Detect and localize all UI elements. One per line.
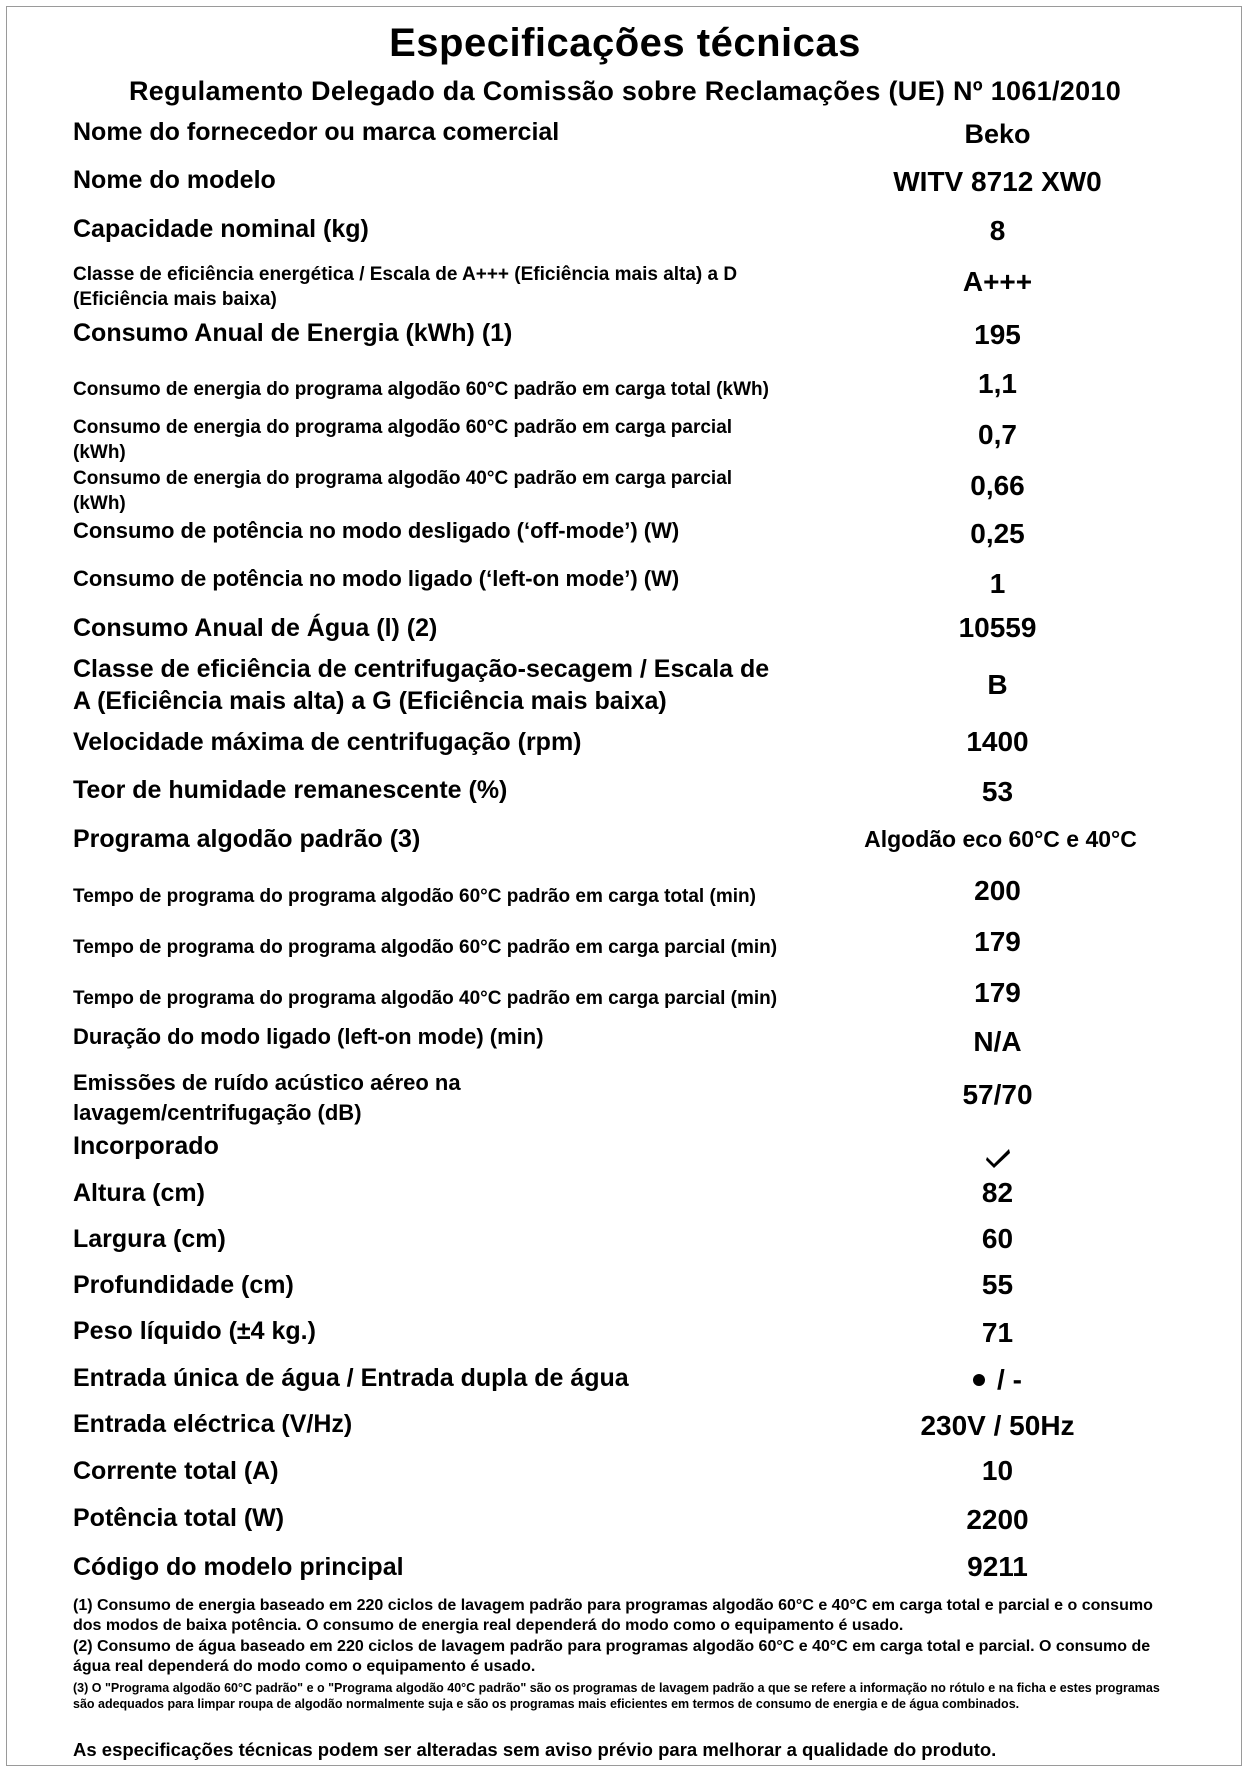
spec-row-energy-class (0, 262, 1250, 312)
spec-value: 179 (974, 926, 1021, 957)
spec-value: 0,25 (970, 518, 1025, 549)
spec-value: 2200 (966, 1504, 1029, 1535)
spec-value: 10 (981, 1455, 1014, 1486)
spec-value: N/A (973, 1026, 1022, 1057)
spec-value: 230V / 50Hz (920, 1410, 1075, 1441)
spec-row-depth (0, 1267, 1250, 1303)
disclaimer: As especificações técnicas podem ser alteradas sem aviso prévio para melhorar a qualidade do produto. (73, 1739, 997, 1760)
spec-value: Beko (964, 118, 1031, 149)
spec-row-model (0, 162, 1250, 198)
spec-label: Nome do fornecedor ou marca comercial (73, 118, 560, 146)
spec-label: Tempo de programa do programa algodão 60°C padrão em carga total (min) (73, 885, 756, 907)
spec-value: 1400 (966, 726, 1029, 757)
spec-value: 8 (989, 215, 1006, 246)
spec-row-off-mode (0, 518, 1250, 554)
spec-row-spin-class (0, 652, 1250, 718)
spec-row-left-on-duration (0, 1024, 1250, 1060)
check-icon (985, 1145, 1011, 1169)
spec-value: A+++ (962, 266, 1033, 297)
spec-label: Entrada eléctrica (V/Hz) (73, 1410, 353, 1438)
page-title: Especificações técnicas (389, 21, 861, 65)
spec-label: Consumo de energia do programa algodão 60°C padrão em carga parcial (kWh) (73, 417, 733, 463)
spec-row-max-spin (0, 724, 1250, 760)
spec-value: 82 (981, 1177, 1014, 1208)
spec-row-left-on-mode (0, 566, 1250, 602)
spec-value: Algodão eco 60°C e 40°C (864, 825, 1137, 852)
footnote-1: (1) Consumo de energia baseado em 220 ciclos de lavagem padrão para programas algodão 60°C e 40°C em carga total e parcial e o consumo dos modos de baixa potência. O consumo de energia real dependerá do modo como o equipamento é usado. (73, 1597, 1153, 1634)
spec-row-supplier (0, 114, 1250, 150)
spec-value: 10559 (958, 612, 1037, 643)
spec-value: 57/70 (962, 1079, 1033, 1110)
spec-row-annual-water (0, 610, 1250, 646)
spec-row-noise (0, 1070, 1250, 1126)
spec-row-height (0, 1175, 1250, 1211)
spec-label: Programa algodão padrão (3) (73, 825, 421, 853)
spec-label: Consumo Anual de Água (l) (2) (73, 614, 438, 642)
spec-label: Nome do modelo (73, 166, 276, 194)
spec-value: 60 (981, 1223, 1014, 1254)
spec-row-energy-40-partial (0, 466, 1250, 516)
spec-value: 1 (989, 568, 1006, 599)
spec-label: Altura (cm) (73, 1179, 205, 1207)
footnote-2: (2) Consumo de água baseado em 220 ciclos de lavagem padrão para programas algodão 60°C e 40°C em carga total e parcial. O consumo de água real dependerá do modo como o equipamento é usado. (73, 1638, 1151, 1675)
spec-value: B (987, 669, 1008, 700)
footnote-3: (3) O "Programa algodão 60°C padrão" e o "Programa algodão 40°C padrão" são os programas de lavagem padrão a que se refere a informação no rótulo e na ficha e estes programas são adequados para limpar roupa de algodão normalmente suja e são os programas mais eficientes em termos de consumo de energia e de água combinados. (73, 1681, 1160, 1711)
spec-label: Código do modelo principal (73, 1553, 404, 1581)
spec-value-inlet (830, 1362, 1165, 1398)
spec-label: Consumo de potência no modo desligado (‘off-mode’) (W) (73, 518, 680, 543)
spec-label: Capacidade nominal (kg) (73, 215, 369, 243)
spec-label: Largura (cm) (73, 1225, 226, 1253)
spec-row-electric-input (0, 1406, 1250, 1442)
spec-label: Potência total (W) (73, 1504, 285, 1532)
spec-value: WITV 8712 XW0 (893, 166, 1102, 197)
spec-value: 195 (974, 319, 1021, 350)
spec-label: Teor de humidade remanescente (%) (73, 776, 508, 804)
spec-row-built-in (0, 1128, 1250, 1170)
spec-label: Profundidade (cm) (73, 1271, 294, 1299)
spec-row-moisture (0, 772, 1250, 808)
spec-row-time-60-full (0, 871, 1250, 921)
bullet-dot-icon (973, 1374, 985, 1386)
spec-value: 1,1 (978, 368, 1017, 399)
spec-value: 53 (981, 776, 1014, 807)
spec-row-main-model-code (0, 1549, 1250, 1585)
spec-label: Consumo de potência no modo ligado (‘left-on mode’) (W) (73, 566, 680, 591)
spec-row-annual-energy (0, 315, 1250, 351)
spec-value: 0,7 (978, 419, 1017, 450)
spec-label: Velocidade máxima de centrifugação (rpm) (73, 728, 582, 756)
spec-label: Classe de eficiência energética / Escala de A+++ (Eficiência mais alta) a D (Eficiência mais baixa) (73, 264, 738, 310)
spec-label: Duração do modo ligado (left-on mode) (min) (73, 1024, 544, 1049)
spec-value: 200 (974, 875, 1021, 906)
spec-row-net-weight (0, 1313, 1250, 1349)
spec-row-total-current (0, 1453, 1250, 1489)
spec-row-water-inlet (0, 1360, 1250, 1396)
spec-row-energy-60-partial (0, 415, 1250, 465)
spec-value-check (830, 1136, 1165, 1178)
page-subtitle: Regulamento Delegado da Comissão sobre Reclamações (UE) Nº 1061/2010 (128, 76, 1122, 106)
spec-value: 9211 (967, 1551, 1028, 1582)
spec-label: Consumo Anual de Energia (kWh) (1) (73, 319, 513, 347)
spec-label: Entrada única de água / Entrada dupla de água (73, 1364, 629, 1392)
spec-label: Corrente total (A) (73, 1457, 279, 1485)
spec-row-energy-60-full (0, 364, 1250, 414)
spec-row-total-power (0, 1500, 1250, 1536)
spec-label: Tempo de programa do programa algodão 60°C padrão em carga parcial (min) (73, 936, 778, 958)
spec-row-time-40-partial (0, 973, 1250, 1023)
spec-label: Peso líquido (±4 kg.) (73, 1317, 316, 1345)
spec-value: 71 (981, 1317, 1014, 1348)
spec-value: 55 (981, 1269, 1014, 1300)
spec-value: / - (997, 1364, 1022, 1395)
spec-row-time-60-partial (0, 922, 1250, 972)
spec-value: 179 (974, 977, 1021, 1008)
spec-row-width (0, 1221, 1250, 1257)
spec-row-capacity (0, 211, 1250, 247)
spec-label: Consumo de energia do programa algodão 60°C padrão em carga total (kWh) (73, 378, 769, 400)
spec-label: Tempo de programa do programa algodão 40°C padrão em carga parcial (min) (73, 987, 778, 1009)
spec-label: Consumo de energia do programa algodão 40°C padrão em carga parcial (kWh) (73, 468, 733, 514)
spec-label: Emissões de ruído acústico aéreo na lavagem/centrifugação (dB) (73, 1070, 461, 1125)
spec-label: Incorporado (73, 1132, 219, 1160)
spec-label: Classe de eficiência de centrifugação-secagem / Escala de A (Eficiência mais alta) a G (Eficiência mais baixa) (73, 655, 770, 715)
spec-row-standard-program (0, 821, 1250, 857)
spec-value: 0,66 (970, 470, 1025, 501)
